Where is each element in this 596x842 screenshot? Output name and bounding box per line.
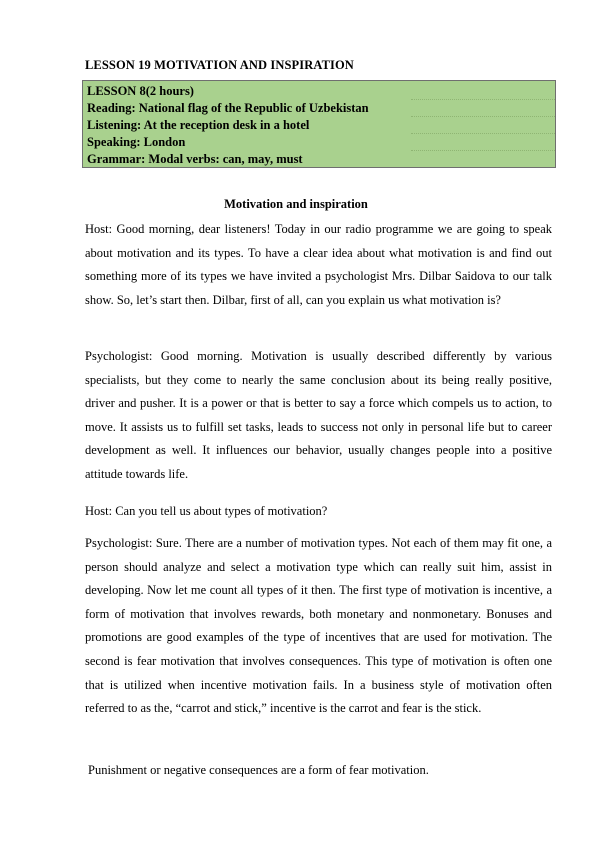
info-line-lesson: LESSON 8(2 hours) [87,84,194,98]
paragraph-psychologist-definition: Psychologist: Good morning. Motivation is usually described differently by various specialists, but they come to nearly the same conclusion about its being really positive, driver and pusher. It is a power or that is better to say a force which compels us to action, to move. It assists us to fulfill set tasks, leads to success not only in personal life but to career development as well. It influences our behavior, usually changes people into a positive attitude towards life. [85,349,552,481]
info-line-listening: Listening: At the reception desk in a hotel [87,118,310,132]
info-line-speaking: Speaking: London [87,135,186,149]
paragraph-host-question: Host: Can you tell us about types of motivation? [85,504,328,518]
lesson-title: LESSON 19 MOTIVATION AND INSPIRATION [85,58,354,72]
info-rule [411,133,555,134]
paragraph-psychologist-types: Psychologist: Sure. There are a number of motivation types. Not each of them may fit one, a person should analyze and select a motivation type which can really suit him, assist in developing. Now let me count all types of it then. The first type of motivation is incentive, a form of motivation that involves rewards, both monetary and nonmonetary. Bonuses and promotions are good examples of the type of incentives that are used for motivation. The second is fear motivation that involves consequences. This type of motivation is often one that is utilized when incentive motivation fails. In a business style of motivation often referred to as the, “carrot and stick,” incentive is the carrot and fear is the stick. [85,536,552,716]
paragraph-fear-motivation: Punishment or negative consequences are a form of fear motivation. [88,763,429,777]
section-title [0,197,596,212]
section-title-text: Motivation and inspiration [224,197,368,211]
info-line-reading: Reading: National flag of the Republic of Uzbekistan [87,101,369,115]
paragraph-host-intro: Host: Good morning, dear listeners! Today in our radio programme we are going to speak about motivation and its types. To have a clear idea about what motivation is and find out something more of its types we have invited a psychologist Mrs. Dilbar Saidova to our talk show. So, let’s start then. Dilbar, first of all, can you explain us what motivation is? [85,222,552,307]
info-rule [411,116,555,117]
info-rule [411,150,555,151]
info-rule [411,99,555,100]
info-line-grammar: Grammar: Modal verbs: can, may, must [87,152,303,166]
lesson-info-box [82,80,556,168]
